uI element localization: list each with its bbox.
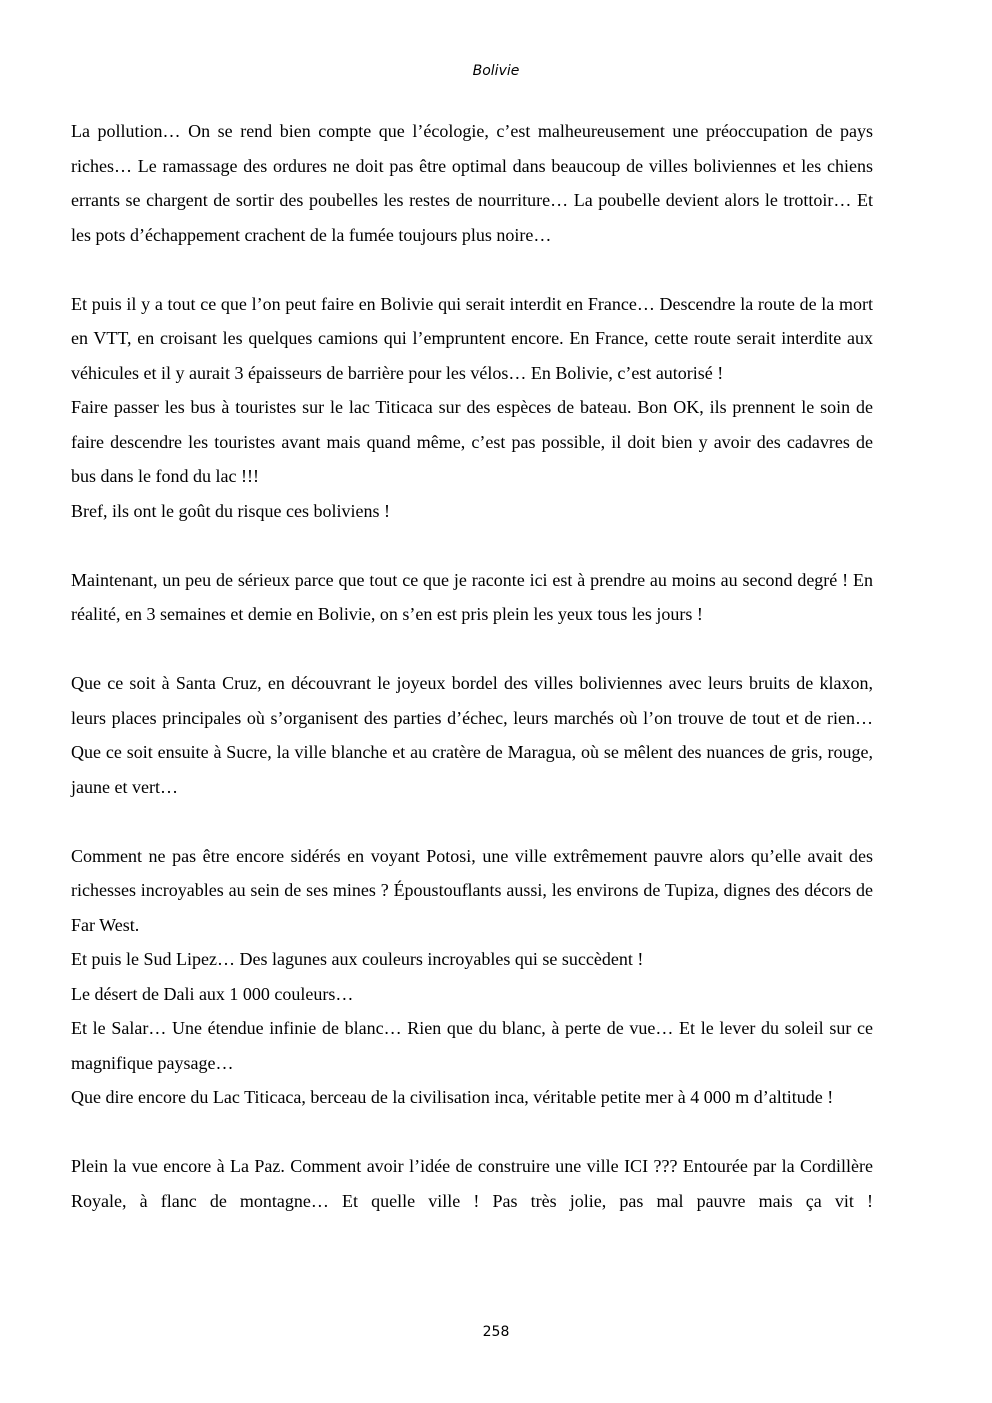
paragraph-pollution: La pollution… On se rend bien compte que l’écologie, c’est malheureusement une préoccupation de pays riches… Le ramassage des ordures ne doit pas être optimal dans beaucoup de villes boliviennes et les chiens errants se chargent de sortir des poubelles les restes de nourriture… La poubelle devient alors le trottoir… Et les pots d’échappement crachent de la fumée toujours plus noire… [71,121,873,245]
paragraph-serieux: Maintenant, un peu de sérieux parce que tout ce que je raconte ici est à prendre au moins au second degré ! En réalité, en 3 semaines et demie en Bolivie, on s’en est pris plein les yeux tous les jours ! [71,569,873,624]
paragraph-spacer [71,632,873,667]
page-body [71,114,873,1218]
paragraph-lac-titicaca: Que dire encore du Lac Titicaca, berceau de la civilisation inca, véritable petite mer à 4 000 m d’altitude ! [71,1087,834,1107]
paragraph-gout-du-risque: Bref, ils ont le goût du risque ces boliviens ! [71,500,390,521]
paragraph-sud-lipez: Et puis le Sud Lipez… Des lagunes aux couleurs incroyables qui se succèdent ! [71,949,644,969]
paragraph-interdit-en-france: Et puis il y a tout ce que l’on peut faire en Bolivie qui serait interdit en France… Descendre la route de la mort en VTT, en croisant les quelques camions qui l’empruntent encore. En France, cette route serait interdite aux véhicules et il y aurait 3 épaisseurs de barrière pour les vélos… En Bolivie, c’est autorisé ! [71,293,873,383]
paragraph-desert-dali: Le désert de Dali aux 1 000 couleurs… [71,983,354,1004]
paragraph-spacer [71,252,873,287]
paragraph-salar: Et le Salar… Une étendue infinie de blanc… Rien que du blanc, à perte de vue… Et le lever du soleil sur ce magnifique paysage… [71,1018,873,1073]
paragraph-spacer [71,804,873,839]
paragraph-la-paz: Plein la vue encore à La Paz. Comment avoir l’idée de construire une ville ICI ??? Entourée par la Cordillère Royale, à flanc de montagne… Et quelle ville ! Pas très jolie, pas mal pauvre mais ça vit ! [71,1156,873,1211]
paragraph-santa-cruz-sucre: Que ce soit à Santa Cruz, en découvrant le joyeux bordel des villes boliviennes avec leurs bruits de klaxon, leurs places principales où s’organisent des parties d’échec, leurs marchés où l’on trouve de tout et de rien… Que ce soit ensuite à Sucre, la ville blanche et au cratère de Maragua, où se mêlent des nuances de gris, rouge, jaune et vert… [71,673,873,797]
paragraph-spacer [71,528,873,563]
paragraph-bus-titicaca: Faire passer les bus à touristes sur le lac Titicaca sur des espèces de bateau. Bon OK, ils prennent le soin de faire descendre les touristes avant mais quand même, c’est pas possible, il doit bien y avoir des cadavres de bus dans le fond du lac !!! [71,397,873,486]
page-number: 258 [482,1324,510,1340]
running-header: Bolivie [472,63,520,79]
paragraph-potosi-tupiza: Comment ne pas être encore sidérés en voyant Potosi, une ville extrêmement pauvre alors qu’elle avait des richesses incroyables au sein de ses mines ? Époustouflants aussi, les environs de Tupiza, dignes des décors de Far West. [71,845,873,935]
paragraph-spacer [71,1115,873,1150]
